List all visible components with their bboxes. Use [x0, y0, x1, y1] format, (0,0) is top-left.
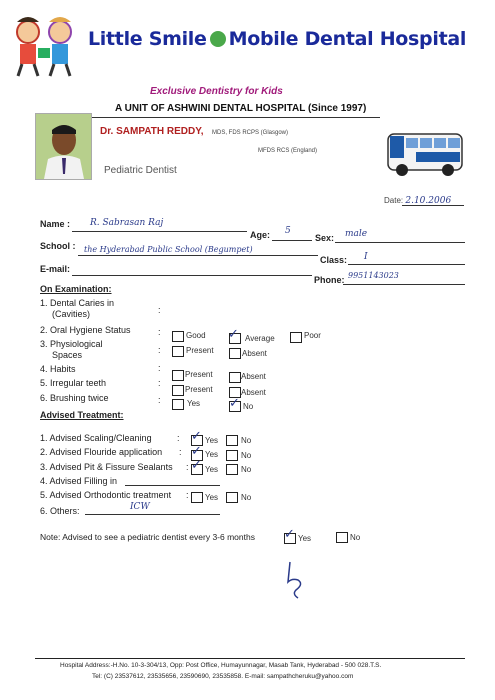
age-label: Age: — [250, 230, 270, 240]
doctor-photo — [35, 113, 92, 180]
note-yes-label: Yes — [298, 534, 312, 543]
irregular-present-checkbox[interactable] — [172, 370, 184, 381]
check-mark-icon: ✓ — [191, 428, 202, 443]
advised-1-label: 1. Advised Scaling/Cleaning — [40, 433, 152, 443]
hospital-contact: Tel: (C) 23537612, 23535656, 23590690, 23535858. E-mail: sampathcheruku@yahoo.com — [92, 673, 354, 680]
school-value[interactable]: the Hyderabad Public School (Begumpet) — [84, 245, 253, 254]
advised-2-label: 2. Advised Flouride application — [40, 447, 163, 457]
exam-1-label: 1. Dental Caries in — [40, 298, 115, 308]
class-line — [348, 264, 465, 265]
exam-6-label: 6. Brushing twice — [40, 393, 109, 403]
class-value[interactable]: I — [364, 252, 368, 262]
hospital-subtitle: Exclusive Dentistry for Kids — [150, 86, 283, 97]
scaling-no-label: No — [241, 436, 252, 445]
ortho-yes-checkbox[interactable] — [191, 492, 203, 503]
spaces-present-label: Present — [186, 346, 214, 355]
advised-heading: Advised Treatment: — [40, 410, 124, 420]
ortho-no-label: No — [241, 493, 252, 502]
age-value[interactable]: 5 — [285, 226, 291, 236]
irregular-present-label-top: Present — [185, 370, 213, 379]
advised-4-label: 4. Advised Filling in — [40, 476, 118, 486]
hospital-address: Hospital Address:-H.No. 10-3-304/13, Opp: Post Office, Humayunnagar, Masab Tank, Hyderabad - 500 028.T.S. — [60, 662, 382, 669]
exam-1-label2: (Cavities) — [52, 309, 91, 319]
class-label: Class: — [320, 255, 348, 265]
irregular-absent-label-top: Absent — [241, 372, 266, 381]
colon: : — [158, 327, 161, 337]
exam-4-label: 4. Habits — [40, 364, 76, 374]
flouride-yes-label: Yes — [205, 450, 219, 459]
sealants-no-label: No — [241, 465, 252, 474]
school-line — [78, 255, 318, 256]
brushing-yes-checkbox[interactable] — [172, 399, 184, 410]
irregular-present-label: Present — [185, 385, 213, 394]
kids-logo — [8, 14, 88, 78]
oral-hygiene-poor-label: Poor — [304, 331, 321, 340]
tooth-icon — [210, 31, 226, 47]
advised-5-label: 5. Advised Orthodontic treatment — [40, 490, 172, 500]
age-line — [272, 240, 312, 241]
oral-hygiene-good-checkbox[interactable] — [172, 331, 184, 342]
colon: : — [158, 345, 161, 355]
brushing-yes-label: Yes — [187, 399, 201, 408]
oral-hygiene-average-label: Average — [245, 334, 275, 343]
unit-line: A UNIT OF ASHWINI DENTAL HOSPITAL (Since 1997) — [115, 103, 367, 114]
check-mark-icon: ✓ — [229, 395, 240, 410]
doctor-signature — [282, 560, 312, 600]
doctor-quals-1: MDS, FDS RCPS (Glasgow) — [212, 130, 289, 136]
colon: : — [179, 447, 182, 457]
check-mark-icon: ✓ — [228, 326, 239, 341]
footer-divider — [35, 658, 465, 659]
phone-line — [343, 284, 465, 285]
doctor-specialty: Pediatric Dentist — [104, 165, 177, 176]
phone-value[interactable]: 9951143023 — [348, 271, 399, 280]
check-mark-icon: ✓ — [191, 457, 202, 472]
brushing-no-label: No — [243, 402, 254, 411]
colon: : — [186, 490, 189, 500]
phone-label: Phone: — [314, 275, 345, 285]
note-no-checkbox[interactable] — [336, 532, 348, 543]
others-line — [85, 514, 220, 515]
colon: : — [177, 433, 180, 443]
others-label: 6. Others: — [40, 506, 80, 516]
sex-value[interactable]: male — [345, 229, 368, 239]
flouride-no-checkbox[interactable] — [226, 450, 238, 461]
irregular-absent-label: Absent — [241, 388, 266, 397]
note-text: Note: Advised to see a pediatric dentist every 3-6 months — [40, 532, 255, 542]
sex-line — [335, 242, 465, 243]
colon: : — [186, 462, 189, 472]
oral-hygiene-poor-checkbox[interactable] — [290, 332, 302, 343]
examination-heading: On Examination: — [40, 284, 112, 294]
sex-label: Sex: — [315, 233, 335, 243]
hospital-title: Little Smile Mobile Dental Hospital — [88, 28, 467, 50]
exam-3-label2: Spaces — [52, 350, 83, 360]
header-divider — [90, 117, 380, 118]
scaling-yes-label: Yes — [205, 436, 219, 445]
email-label: E-mail: — [40, 264, 71, 274]
others-value[interactable]: ICW — [130, 502, 150, 512]
exam-5-label: 5. Irregular teeth — [40, 378, 107, 388]
doctor-name: Dr. SAMPATH REDDY, — [100, 126, 204, 137]
check-mark-icon: ✓ — [191, 443, 202, 458]
scaling-no-checkbox[interactable] — [226, 435, 238, 446]
name-line — [72, 231, 247, 232]
date-field: Date: 2.10.2006 — [384, 196, 452, 206]
date-line — [402, 205, 464, 206]
mobile-bus-image — [386, 122, 466, 182]
ortho-yes-label: Yes — [205, 493, 219, 502]
colon: : — [158, 305, 161, 315]
advised-3-label: 3. Advised Pit & Fissure Sealants — [40, 462, 173, 472]
exam-2-label: 2. Oral Hygiene Status — [40, 325, 131, 335]
doctor-quals-2: MFDS RCS (England) — [258, 148, 318, 154]
email-line — [72, 275, 312, 276]
spaces-absent-label: Absent — [242, 349, 267, 358]
name-label: Name : — [40, 219, 71, 229]
check-mark-icon: ✓ — [284, 526, 295, 541]
note-no-label: No — [350, 533, 361, 542]
date-value: 2.10.2006 — [405, 196, 452, 206]
flouride-no-label: No — [241, 451, 252, 460]
sealants-no-checkbox[interactable] — [226, 464, 238, 475]
spaces-present-checkbox[interactable] — [172, 346, 184, 357]
colon: : — [158, 363, 161, 373]
sealants-yes-label: Yes — [205, 465, 219, 474]
ortho-no-checkbox[interactable] — [226, 492, 238, 503]
spaces-absent-checkbox[interactable] — [229, 348, 241, 359]
name-value[interactable]: R. Sabrasan Raj — [90, 218, 164, 228]
exam-3-label: 3. Physiological — [40, 339, 103, 349]
irregular-present-checkbox-2[interactable] — [172, 385, 184, 396]
school-label: School : — [40, 241, 76, 251]
colon: : — [158, 378, 161, 388]
colon: : — [158, 395, 161, 405]
irregular-absent-checkbox-top[interactable] — [229, 372, 241, 383]
oral-hygiene-good-label: Good — [186, 331, 206, 340]
filling-line — [125, 485, 220, 486]
